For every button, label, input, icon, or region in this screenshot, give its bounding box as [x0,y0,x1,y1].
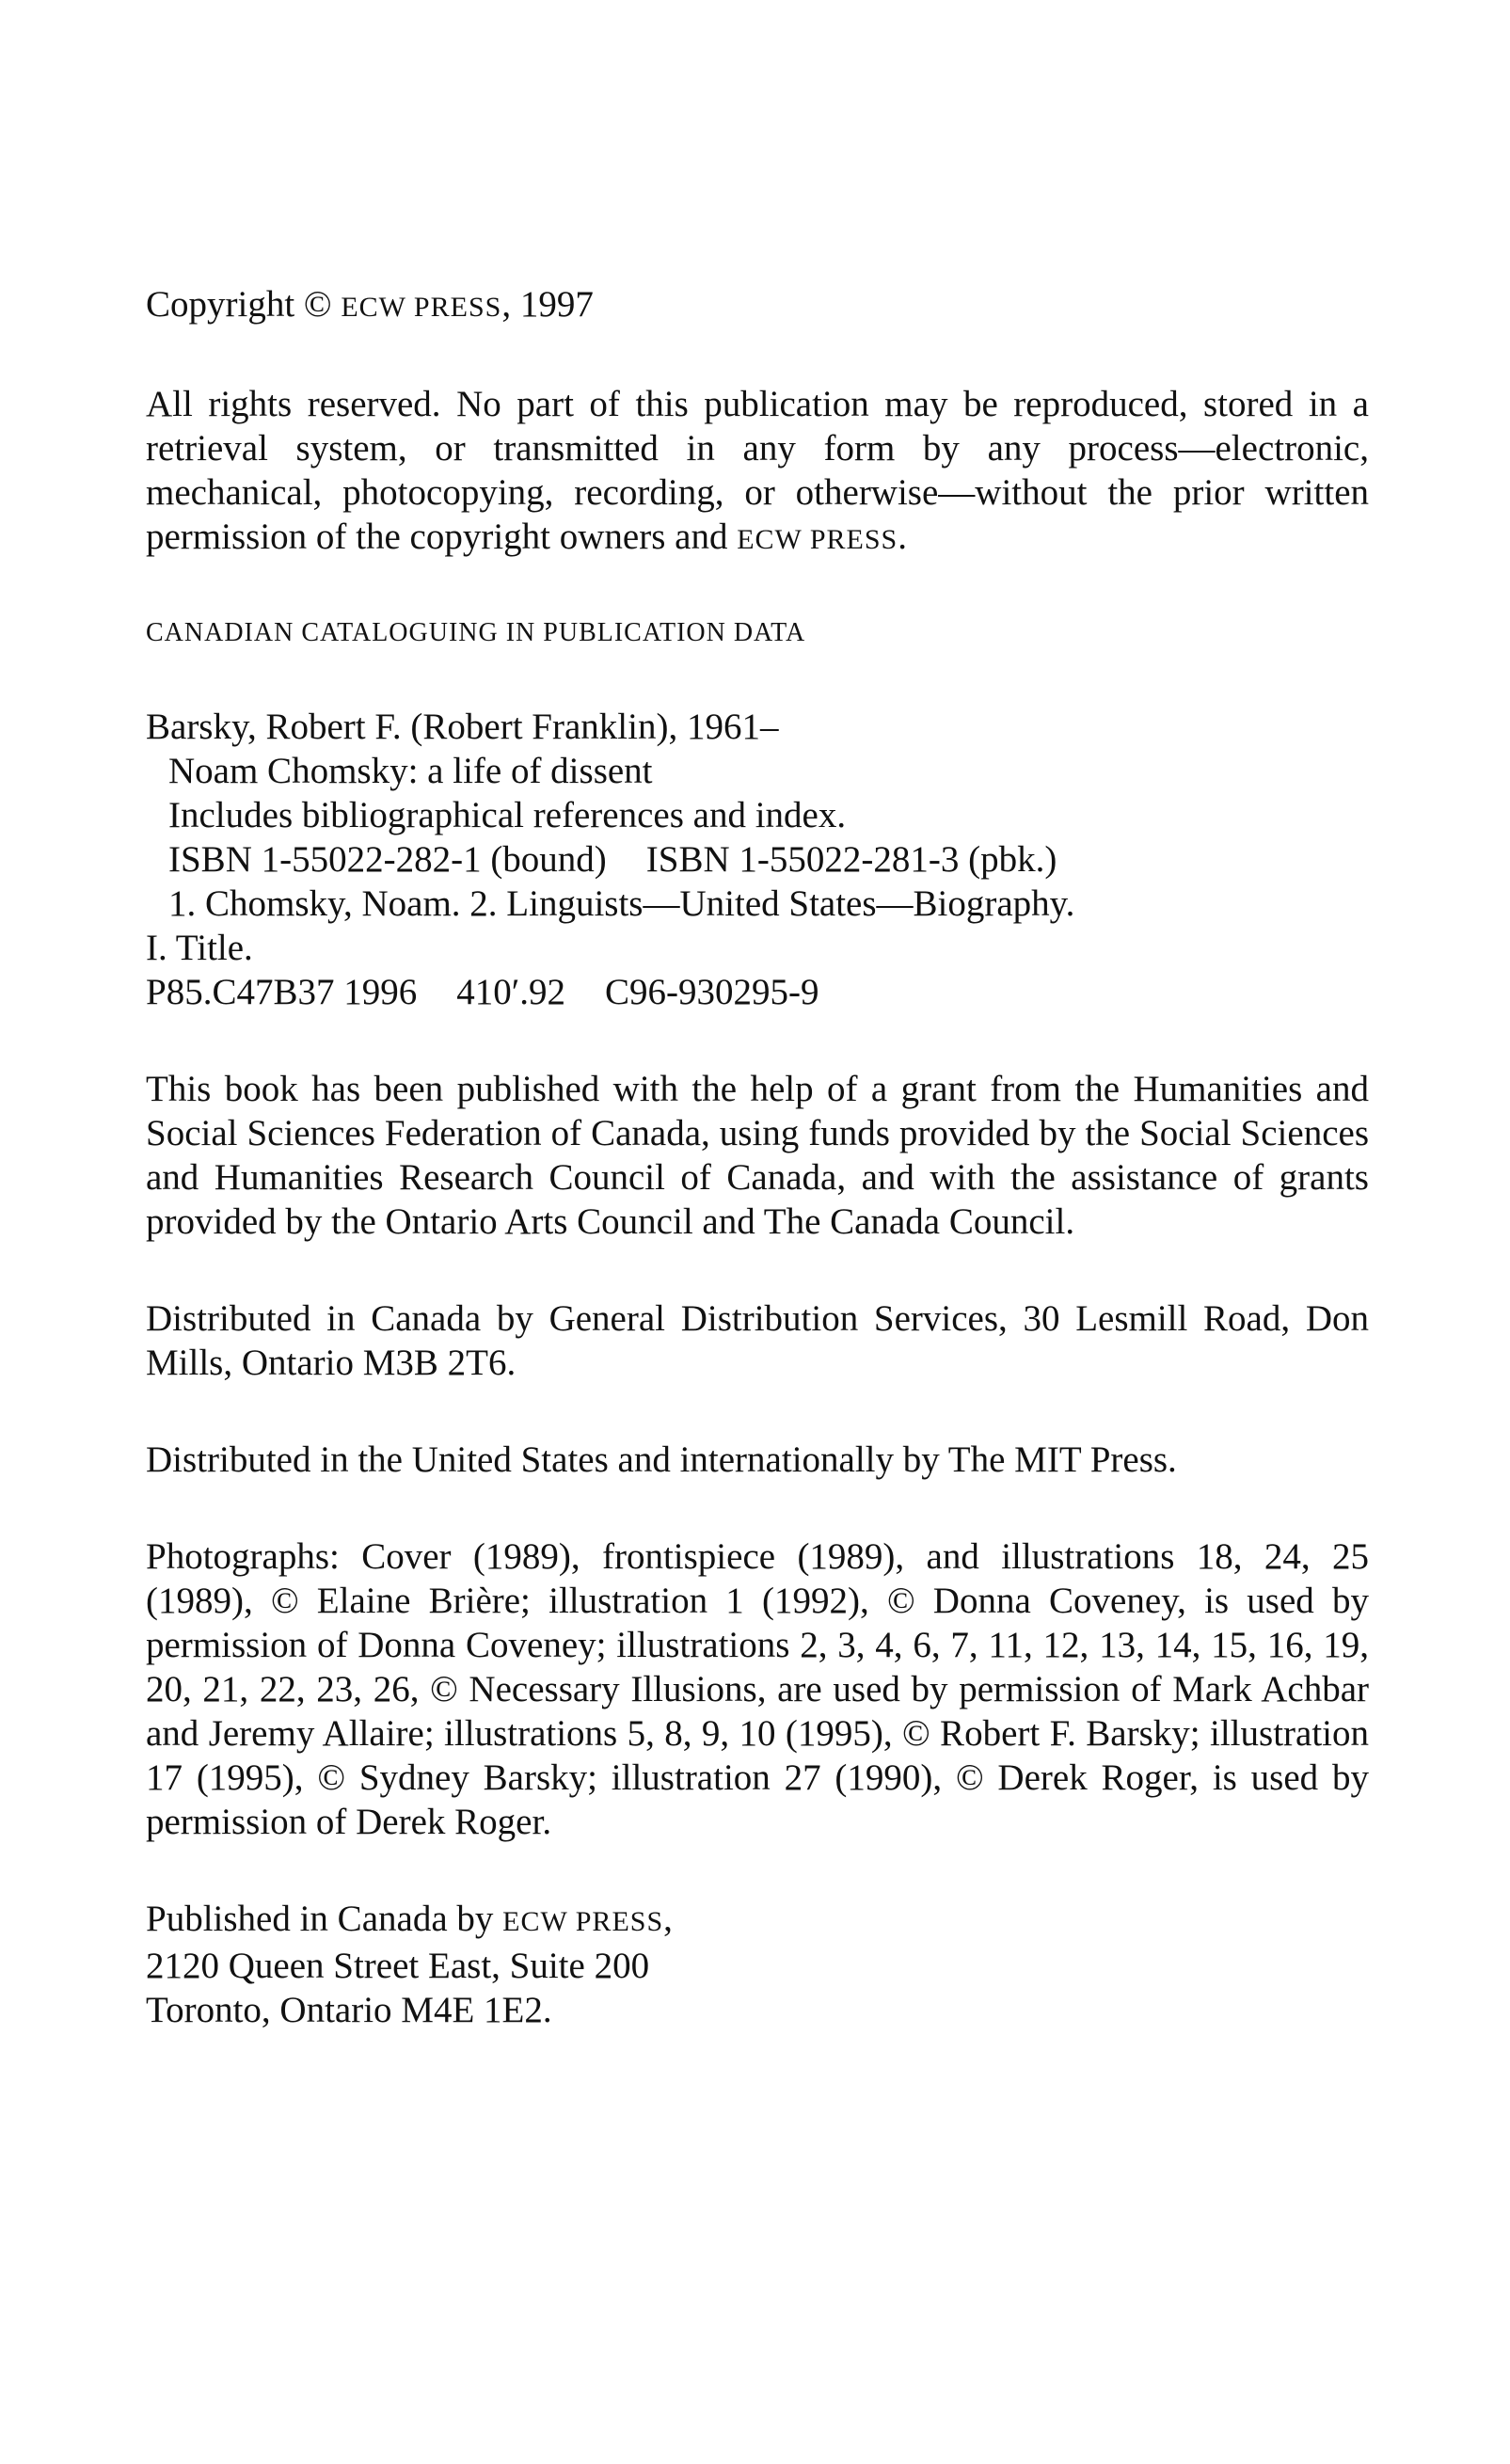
cataloguing-heading: CANADIAN CATALOGUING IN PUBLICATION DATA [146,618,806,647]
cataloguing-author: Barsky, Robert F. (Robert Franklin), 1961– [146,707,779,747]
grant-statement: This book has been published with the help of a grant from the Humanities and Social Sciences Federation of Canada, using funds provided by the Social Sciences and Humanities Research Council of Canada, and with the assistance of grants provided by the Ontario Arts Council and The Canada Council. [146,1069,1369,1242]
publisher-address-line2: Toronto, Ontario M4E 1E2. [146,1990,552,2030]
isbn-paperback: ISBN 1-55022-281-3 (pbk.) [645,839,1057,880]
copyright-year: , 1997 [501,284,594,325]
cataloguing-title-entry: I. Title. [146,928,253,968]
rights-end: . [898,517,907,557]
publisher-line [146,1897,1369,1944]
dewey-number: 410′.92 [456,972,565,1012]
page-content [146,282,1369,2032]
cataloguing-subjects: 1. Chomsky, Noam. 2. Linguists—United States—Biography. [168,883,1075,924]
rights-statement [146,382,1369,562]
distribution-us: Distributed in the United States and internationally by The MIT Press. [146,1439,1177,1480]
rights-press: ECW PRESS [737,524,898,555]
copyright-press: ECW PRESS [341,292,502,323]
cataloguing-call-number [146,970,1369,1014]
cataloguing-title: Noam Chomsky: a life of dissent [168,751,653,791]
publisher-address-line1: 2120 Queen Street East, Suite 200 [146,1946,650,1986]
copyright-prefix: Copyright © [146,284,342,325]
copyright-line [146,282,1369,329]
cataloguing-data [146,705,1369,1014]
call-number: P85.C47B37 1996 [146,972,418,1012]
publisher-prefix: Published in Canada by [146,1899,503,1939]
publisher-info [146,1897,1369,2032]
publisher-comma: , [663,1899,673,1939]
distribution-canada: Distributed in Canada by General Distribution Services, 30 Lesmill Road, Don Mills, Ontario M3B 2T6. [146,1298,1369,1383]
photographs-credits: Photographs: Cover (1989), frontispiece (1989), and illustrations 18, 24, 25 (1989), © Elaine Brière; illustration 1 (1992), © Donna Coveney, is used by permission of Donna Coveney; illustrations 2, 3, 4, 6, 7, 11, 12, 13, 14, 15, 16, 19, 20, 21, 22, 23, 26, © Necessary Illusions, are used by permission of Mark Achbar and Jeremy Allaire; illustrations 5, 8, 9, 10 (1995), © Robert F. Barsky; illustration 17 (1995), © Sydney Barsky; illustration 27 (1990), © Derek Roger, is used by permission of Derek Roger. [146,1536,1369,1842]
isbn-bound: ISBN 1-55022-282-1 (bound) [168,839,607,880]
cataloguing-notes: Includes bibliographical references and index. [168,795,847,835]
cataloguing-isbn [146,837,1369,882]
publisher-press: ECW PRESS [502,1906,664,1937]
cip-number: C96-930295-9 [605,972,819,1012]
rights-text: All rights reserved. No part of this publication may be reproduced, stored in a retrieval system, or transmitted in any form by any process—electronic, mechanical, photocopying, recording, or otherwise—without the prior written permission of the copyright owners and [146,384,1369,557]
